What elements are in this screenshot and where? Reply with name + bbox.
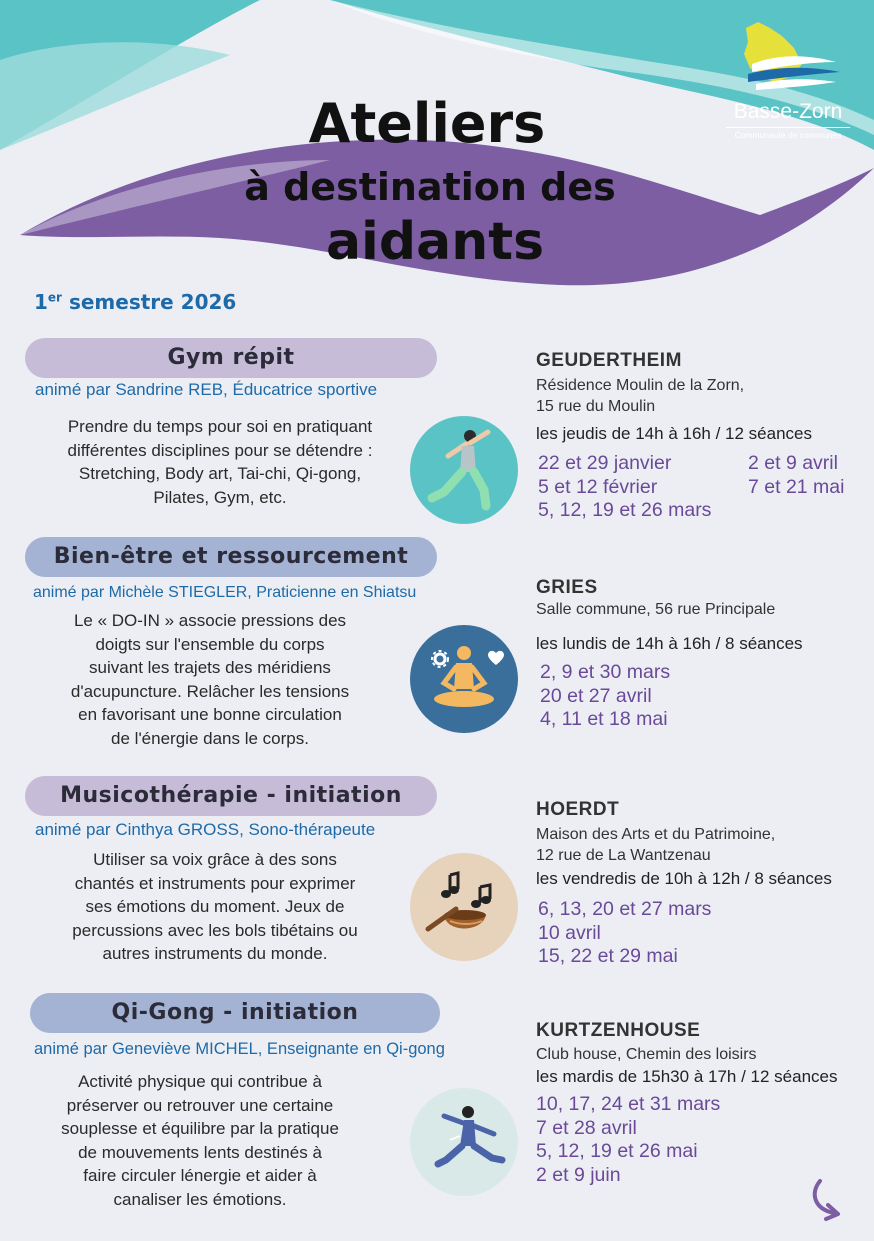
qigong-icon (410, 1088, 518, 1196)
singing-bowl-icon (410, 853, 518, 961)
schedule: les vendredis de 10h à 12h / 8 séances (536, 869, 832, 888)
workshop-description: Le « DO-IN » associe pressions des doigts sur l'ensemble du corps suivant les trajets des méridiens d'acupuncture. Relâcher les tensions en favorisant une bonne circulation de l'énergie dans le corps. (70, 611, 350, 748)
yoga-pose-icon (410, 416, 518, 524)
address: Club house, Chemin des loisirs (536, 1046, 757, 1063)
workshop-title-musicotherapie: Musicothérapie - initiation (25, 776, 437, 816)
address: Maison des Arts et du Patrimoine, 12 rue de La Wantzenau (536, 826, 776, 864)
town-name: HOERDT (536, 799, 620, 820)
page-title-line2: à destination des (244, 165, 616, 209)
logo-name: Basse-Zorn (733, 100, 843, 123)
dates-list: 2, 9 et 30 mars 20 et 27 avril 4, 11 et 18 mai (540, 661, 671, 730)
logo-subtitle: Communauté de communes (726, 127, 850, 140)
workshop-description: Utiliser sa voix grâce à des sons chantés et instruments pour exprimer ses émotions du moment. Jeux de percussions avec les bols tibétains ou autres instruments du monde. (72, 850, 358, 963)
workshop-title-qigong: Qi-Gong - initiation (30, 993, 440, 1033)
workshop-description: Activité physique qui contribue à préserver ou retrouver une certaine souplesse et équilibre par la pratique de mouvements lents destinés à faire circuler lénergie et aider à canaliser les émotions. (61, 1072, 339, 1209)
workshop-animator: animé par Michèle STIEGLER, Praticienne en Shiatsu (33, 584, 417, 601)
dates-list: 2 et 9 avril 7 et 21 mai (748, 452, 845, 498)
workshop-title-gym: Gym répit (25, 338, 437, 378)
dates-list: 6, 13, 20 et 27 mars 10 avril 15, 22 et 29 mai (538, 898, 712, 967)
curved-arrow-icon[interactable] (806, 1177, 846, 1223)
workshop-animator: animé par Sandrine REB, Éducatrice sportive (35, 380, 378, 399)
address: Salle commune, 56 rue Principale (536, 601, 776, 618)
dates-list: 22 et 29 janvier 5 et 12 février 5, 12, 19 et 26 mars (538, 452, 712, 521)
town-name: GEUDERTHEIM (536, 350, 682, 371)
address: Résidence Moulin de la Zorn, 15 rue du Moulin (536, 377, 745, 415)
meditation-icon (410, 625, 518, 733)
schedule: les jeudis de 14h à 16h / 12 séances (536, 424, 812, 443)
semester-label: 1er semestre 2026 (34, 290, 237, 314)
workshop-description: Prendre du temps pour soi en pratiquant différentes disciplines pour se détendre : Stretching, Body art, Tai-chi, Qi-gong, Pilates, Gym, etc. (67, 417, 373, 507)
dates-list: 10, 17, 24 et 31 mars 7 et 28 avril 5, 12, 19 et 26 mai 2 et 9 juin (536, 1093, 721, 1186)
map-logo-icon (732, 18, 844, 102)
workshop-animator: animé par Geneviève MICHEL, Enseignante en Qi-gong (34, 1040, 445, 1058)
workshop-animator: animé par Cinthya GROSS, Sono-thérapeute (35, 820, 376, 839)
schedule: les lundis de 14h à 16h / 8 séances (536, 634, 803, 653)
schedule: les mardis de 15h30 à 17h / 12 séances (536, 1067, 838, 1086)
town-name: KURTZENHOUSE (536, 1020, 701, 1041)
page-title-line3: aidants (325, 212, 545, 272)
town-name: GRIES (536, 577, 598, 598)
workshop-title-bien-etre: Bien-être et ressourcement (25, 537, 437, 577)
page-title-line1: Ateliers (308, 92, 546, 155)
